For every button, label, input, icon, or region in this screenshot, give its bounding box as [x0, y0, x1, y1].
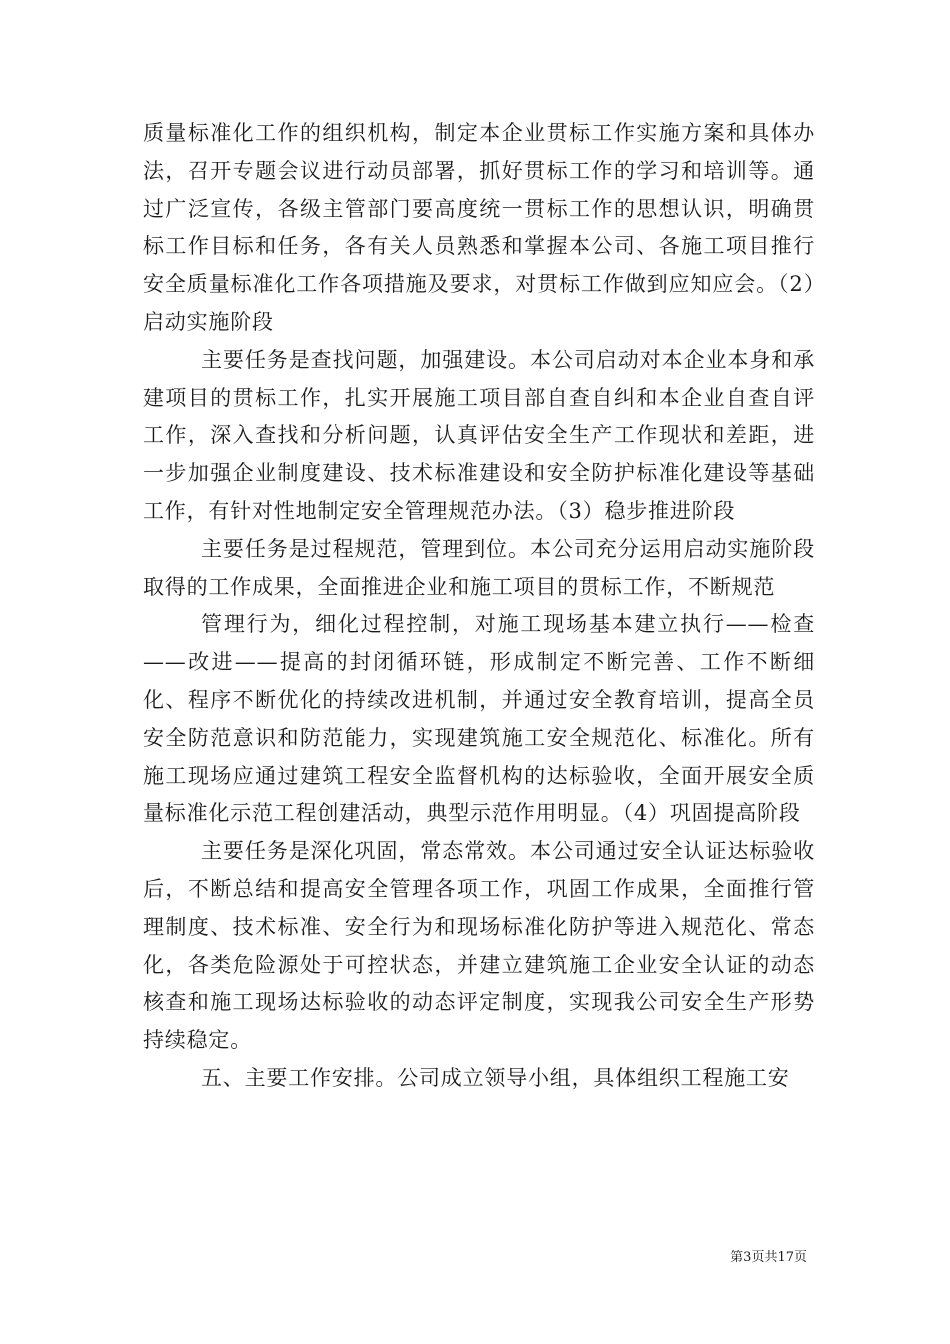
- page-number-footer: 第3页共17页: [730, 1250, 807, 1265]
- paragraph-work-arrangement: 五、主要工作安排。公司成立领导小组，具体组织工程施工安: [201, 1065, 790, 1090]
- paragraph-process-control: 管理行为，细化过程控制，对施工现场基本建立执行——检查——改进——提高的封闭循环链，形成制定不断完善、工作不断细化、程序不断优化的持续改进机制，并通过安全教育培训，提高全员安全防范意识和防范能力，实现建筑施工安全规范化、标准化。所有施工现场应通过建筑工程安全监督机构的达标验收，全面开展安全质量标准化示范工程创建活动，典型示范作用明显。（4）巩固提高阶段: [143, 612, 815, 826]
- paragraph-steady-advance-intro: 主要任务是过程规范，管理到位。本公司充分运用启动实施阶段取得的工作成果，全面推进企业和施工项目的贯标工作，不断规范: [143, 536, 815, 599]
- paragraph-organization-setup: 质量标准化工作的组织机构，制定本企业贯标工作实施方案和具体办法，召开专题会议进行动员部署，抓好贯标工作的学习和培训等。通过广泛宣传，各级主管部门要高度统一贯标工作的思想认识，明确贯标工作目标和任务，各有关人员熟悉和掌握本公司、各施工项目推行安全质量标准化工作各项措施及要求，对贯标工作做到应知应会。（2）启动实施阶段: [143, 121, 815, 334]
- paragraph-startup-phase: 主要任务是查找问题，加强建设。本公司启动对本企业本身和承建项目的贯标工作，扎实开展施工项目部自查自纠和本企业自查自评工作，深入查找和分析问题，认真评估安全生产工作现状和差距，进一步加强企业制度建设、技术标准建设和安全防护标准化建设等基础工作，有针对性地制定安全管理规范办法。（3）稳步推进阶段: [143, 347, 815, 523]
- document-body: [143, 115, 815, 1098]
- paragraph-consolidation-phase: 主要任务是深化巩固，常态常效。本公司通过安全认证达标验收后，不断总结和提高安全管理各项工作，巩固工作成果，全面推行管理制度、技术标准、安全行为和现场标准化防护等进入规范化、常态化，各类危险源处于可控状态，并建立建筑施工企业安全认证的动态核查和施工现场达标验收的动态评定制度，实现我公司安全生产形势持续稳定。: [143, 839, 815, 1053]
